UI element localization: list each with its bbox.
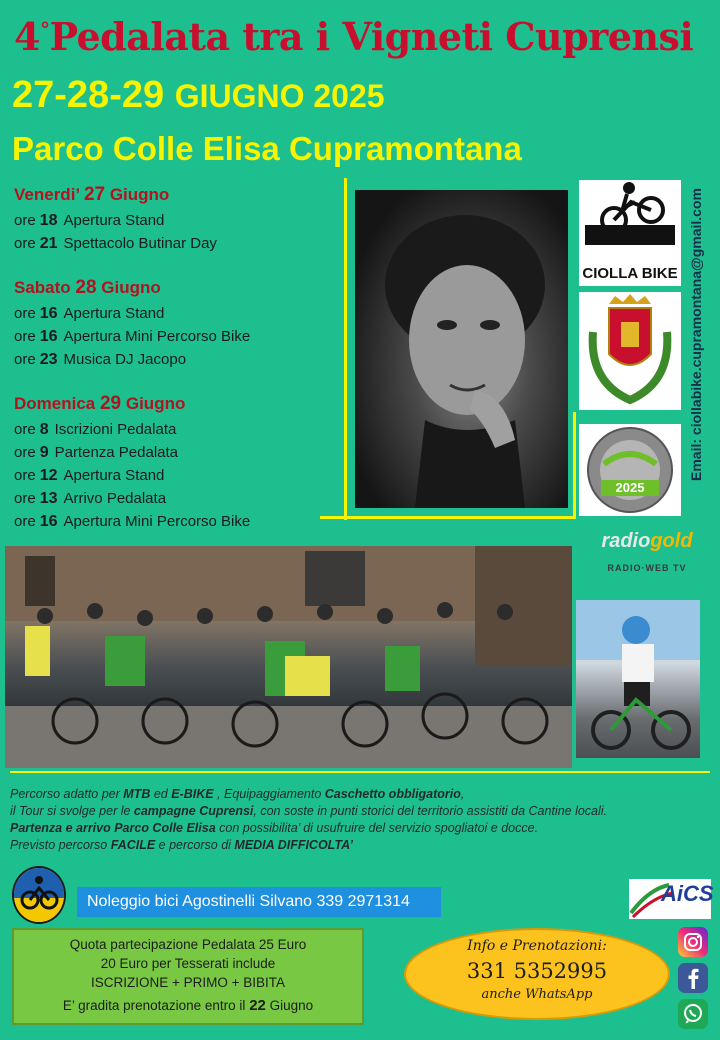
poster-title [14,14,704,60]
rental-text: Noleggio bici Agostinelli Silvano [87,893,317,910]
ciolla-bike-label: CIOLLA BIKE [582,265,678,282]
marathon-badge-icon [579,424,681,516]
info-booking-bubble [404,928,670,1020]
title-text: Pedalata tra i Vigneti Cuprensi [49,14,694,59]
schedule-row: ore 9 Partenza Pedalata [14,444,179,461]
radio-gold-subtitle: RADIO·WEB TV [607,563,687,573]
fee-line-4: E’ gradita prenotazione entro il 22 Giugno [62,997,314,1014]
portrait-photo [355,190,568,508]
crest-icon [579,292,681,410]
marathon-year: 2025 [615,480,645,495]
aics-logo [629,879,714,919]
whatsapp-icon[interactable] [678,999,708,1029]
info-whatsapp: anche WhatsApp [481,987,593,1002]
description-line-2: il Tour si svolge per le campagne Cuprensi, con soste in punti storici del territorio assistiti da Cantine locali. [10,804,608,818]
schedule-row: ore 13 Arrivo Pedalata [14,490,167,507]
schedule-day-saturday [14,277,334,371]
schedule-row: ore 21 Spettacolo Butinar Day [14,235,217,252]
description-line-3: Partenza e arrivo Parco Colle Elisa con possibilita’ di usufruire del servizio spogliatoi e docce. [10,821,539,835]
rental-phone[interactable]: 339 2971314 [316,893,410,910]
event-place: Parco Colle Elisa Cupramontana [12,130,522,167]
aics-wordmark: AiCS [661,881,714,906]
event-dates [12,74,385,117]
day-heading: Sabato 28 Giugno [14,277,161,298]
agostinelli-logo [12,866,66,924]
bike-rider-icon [579,180,681,260]
dates-days: 27-28-29 [12,74,165,116]
divider-vertical-small [573,412,576,519]
schedule-row: ore 16 Apertura Stand [14,305,165,322]
schedule-row: ore 23 Musica DJ Jacopo [14,351,187,368]
schedule-day-friday [14,184,334,255]
divider-bottom [10,771,710,773]
fee-line-1: Quota partecipazione Pedalata 25 Euro [69,937,307,952]
description-line-1: Percorso adatto per MTB ed E-BIKE , Equipaggiamento Caschetto obbligatorio, [10,787,465,801]
title-degree: ° [39,17,50,42]
fee-box [12,928,364,1025]
day-heading: Venerdi’ 27 Giugno [14,184,170,205]
marathon-logo [579,424,681,516]
schedule-row: ore 16 Apertura Mini Percorso Bike [14,328,251,345]
title-number: 4 [14,14,40,59]
day-heading: Domenica 29 Giugno [14,393,186,414]
schedule-row: ore 12 Apertura Stand [14,467,165,484]
ciolla-bike-logo [579,180,681,286]
dates-month: GIUGNO 2025 [174,78,385,114]
kid-bike-photo [576,600,700,758]
cyclist-icon [14,868,64,922]
bike-rental-bar [77,887,441,917]
description-line-4: Previsto percorso FACILE e percorso di MEDIA DIFFICOLTA’ [10,838,353,852]
schedule-row: ore 18 Apertura Stand [14,212,165,229]
divider-vertical [344,178,347,520]
divider-horizontal [320,516,576,519]
info-phone[interactable]: 331 5352995 [466,959,608,983]
contact-email[interactable]: Email: ciollabike.cupramontana@gmail.com [688,188,704,482]
event-description [10,786,710,854]
info-title: Info e Prenotazioni: [467,938,607,954]
radio-gold-logo [578,530,716,590]
coat-of-arms-logo [579,292,681,410]
schedule-row: ore 8 Iscrizioni Pedalata [14,421,177,438]
schedule-row: ore 16 Apertura Mini Percorso Bike [14,513,251,530]
group-cyclists-photo [5,546,572,768]
fee-line-3: ISCRIZIONE + PRIMO + BIBITA [90,975,286,990]
facebook-icon[interactable] [678,963,708,993]
fee-line-2: 20 Euro per Tesserati include [100,956,276,971]
schedule-day-sunday [14,393,334,533]
radio-gold-wordmark: radiogold [601,530,693,552]
instagram-icon[interactable] [678,927,708,957]
